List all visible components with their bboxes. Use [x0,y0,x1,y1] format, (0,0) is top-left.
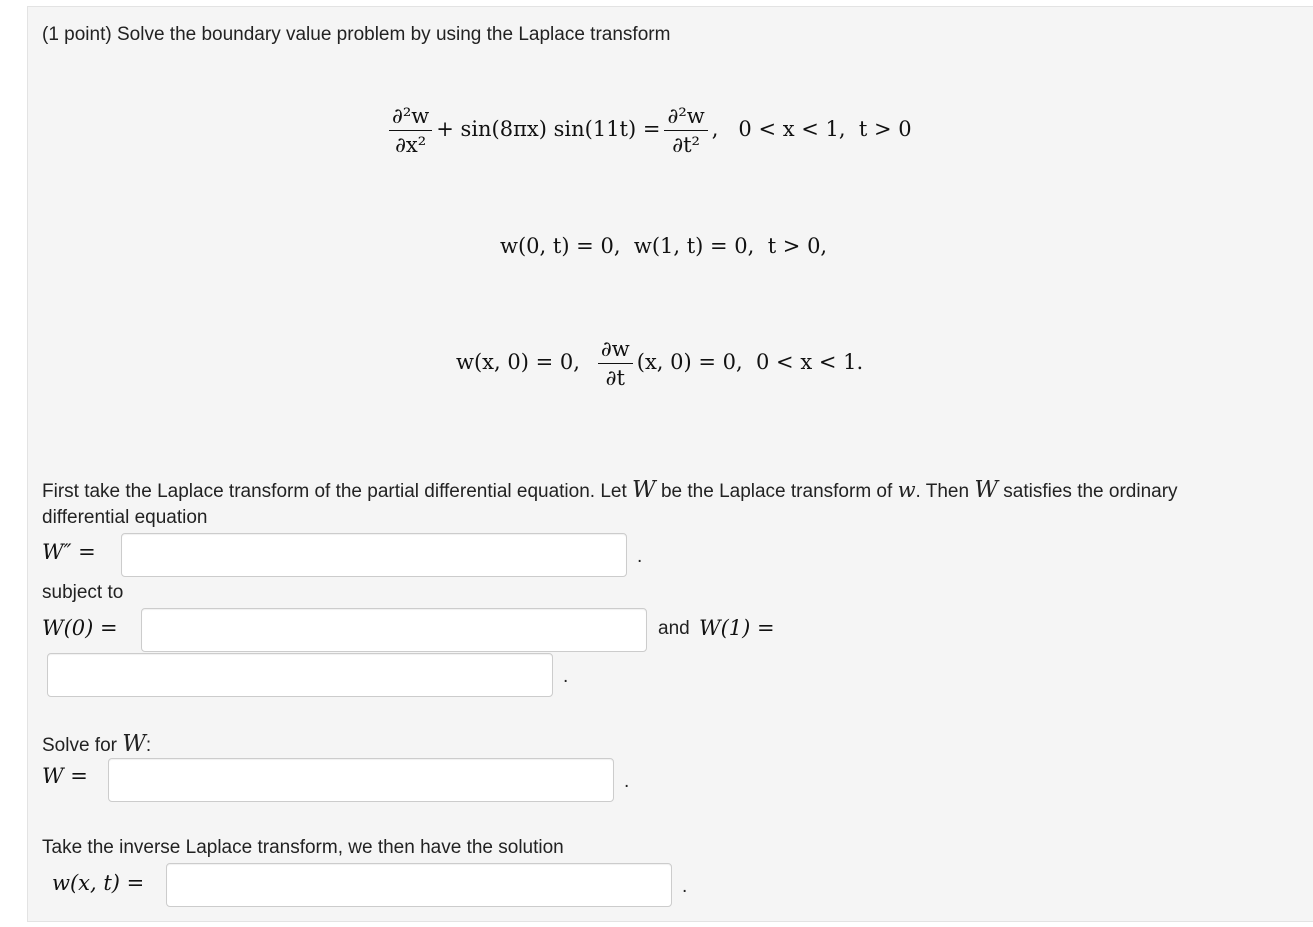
ode-label [42,540,96,564]
pde-equation [385,104,912,157]
initial-conditions [456,337,863,390]
boundary-conditions: w(0, t) = 0, w(1, t) = 0, t > 0, [500,234,828,258]
step1-W-symbol: W [632,477,656,503]
W-period: . [624,771,630,792]
step1-text-a: First take the Laplace transform of the partial differential equation. Let [42,481,633,502]
problem-intro: (1 point) Solve the boundary value problem by using the Laplace transform [42,24,671,45]
ic-deriv-denominator: ∂t [605,366,625,390]
solution-label [52,871,144,895]
w0-label-text: W(0) = [42,616,118,640]
solve-for-text: Solve for [42,735,123,756]
pde-domain: , 0 < x < 1, t > 0 [711,117,912,141]
solve-for-colon: : [145,735,152,756]
step1-text-d: satisfies the ordinary [998,481,1178,502]
pde-lhs-numerator: ∂²w [389,104,432,131]
ic-left: w(x, 0) = 0, [456,350,580,374]
pde-forcing: + sin(8πx) sin(11t) = [436,117,661,141]
W-answer-input[interactable] [108,758,614,802]
solve-for-W-symbol: W [122,731,146,757]
ode-label-text: W″ = [42,540,96,564]
solve-for-label [42,731,151,757]
step1-text-c: . Then [915,481,975,502]
w1-answer-input[interactable] [47,653,553,697]
step1-W-symbol-2: W [974,477,998,503]
w0-answer-input[interactable] [141,608,647,652]
w1-period: . [563,666,569,687]
pde-rhs-numerator: ∂²w [664,104,707,131]
ode-answer-input[interactable] [121,533,627,577]
step1-text-line2: differential equation [42,507,208,528]
w1-label-text: W(1) = [699,616,775,640]
W-label-text: W = [42,764,88,788]
solution-period: . [682,876,688,897]
w1-label [699,616,775,640]
step1-text-b: be the Laplace transform of [655,481,898,502]
solution-answer-input[interactable] [166,863,672,907]
step1-w-symbol: w [897,478,916,502]
solution-label-text: w(x, t) = [52,871,145,895]
w0-label [42,616,118,640]
pde-lhs-denominator: ∂x² [395,133,427,157]
W-label [42,764,88,788]
pde-rhs-denominator: ∂t² [672,133,700,157]
ode-period: . [637,546,643,567]
subject-to-label: subject to [42,582,124,603]
and-text: and [658,618,690,639]
step1-text [42,477,1178,503]
step3-text: Take the inverse Laplace transform, we then have the solution [42,837,564,858]
ic-deriv-numerator: ∂w [598,337,633,364]
ic-right: (x, 0) = 0, 0 < x < 1. [636,350,864,374]
